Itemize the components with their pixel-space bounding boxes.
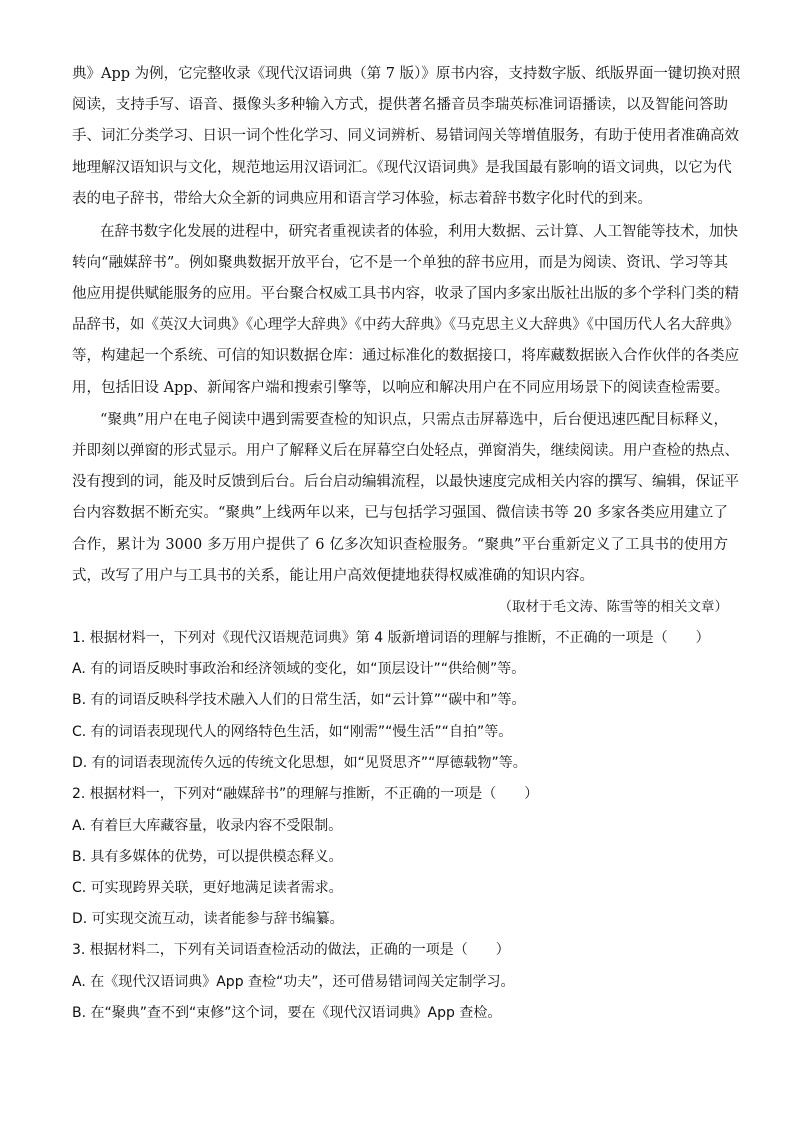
passage-line: 等，构建起一个系统、可信的知识数据仓库：通过标准化的数据接口，将库藏数据嵌入合作伙伴的各类应	[72, 348, 739, 364]
question-1: 1. 根据材料一，下列对《现代汉语规范词典》第 4 版新增词语的理解与推断，不正确的一项是（ ）	[72, 630, 710, 646]
passage-line: 转向“融媒辞书”。例如聚典数据开放平台，它不是一个单独的辞书应用，而是为阅读、资讯、学习等其	[72, 255, 728, 271]
source-citation: （取材于毛文涛、陈雪等的相关文章）	[498, 599, 728, 615]
option-1a: A. 有的词语反映时事政治和经济领域的变化，如“顶层设计”“供给侧”等。	[72, 661, 526, 677]
passage-line: 合作，累计为 3000 多万用户提供了 6 亿多次知识查检服务。“聚典”平台重新定义了工具书的使用方	[72, 537, 728, 553]
passage-line: 台内容数据不断充实。“聚典”上线两年以来，已与包括学习强国、微信读书等 20 多家各类应用建立了	[72, 505, 728, 521]
paragraph-start: “聚典”用户在电子阅读中遇到需要查检的知识点，只需点击屏幕选中，后台便迅速匹配目标释义，	[100, 412, 728, 428]
passage-line: 品辞书，如《英汉大词典》《心理学大辞典》《中药大辞典》《马克思主义大辞典》《中国历代人名大辞典》	[72, 317, 739, 333]
option-3b: B. 在“聚典”查不到“束修”这个词，要在《现代汉语词典》App 查检。	[72, 1005, 502, 1021]
option-2a: A. 有着巨大库藏容量，收录内容不受限制。	[72, 818, 343, 834]
passage-line: 手、词汇分类学习、日识一词个性化学习、同义词辨析、易错词闯关等增值服务，有助于使用者准确高效	[72, 128, 739, 144]
paragraph-start: 在辞书数字化发展的进程中，研究者重视读者的体验，利用大数据、云计算、人工智能等技术，加快	[100, 224, 738, 240]
passage-line: 没有搜到的词，能及时反馈到后台。后台启动编辑流程，以最快速度完成相关内容的撰写、编辑，保证平	[72, 474, 739, 490]
question-2: 2. 根据材料一，下列对“融媒辞书”的理解与推断，不正确的一项是（ ）	[72, 786, 539, 802]
passage-line: 典》App 为例，它完整收录《现代汉语词典（第 7 版）》原书内容，支持数字版、纸版界面一键切换对照	[72, 66, 741, 82]
passage-line: 地理解汉语知识与文化，规范地运用汉语词汇。《现代汉语词典》是我国最有影响的语文词典，以它为代	[72, 160, 732, 176]
passage-line: 并即刻以弹窗的形式显示。用户了解释义后在屏幕空白处轻点，弹窗消失，继续阅读。用户查检的热点、	[72, 443, 739, 459]
question-3: 3. 根据材料二，下列有关词语查检活动的做法，正确的一项是（ ）	[72, 942, 510, 958]
passage-line: 用，包括旧设 App、新闻客户端和搜索引擎等，以响应和解决用户在不同应用场景下的阅读查检需要。	[72, 380, 730, 396]
option-1b: B. 有的词语反映科学技术融入人们的日常生活，如“云计算”“碳中和”等。	[72, 692, 526, 708]
option-1c: C. 有的词语表现现代人的网络特色生活，如“刚需”“慢生活”“自拍”等。	[72, 724, 513, 740]
option-2b: B. 具有多媒体的优势，可以提供模态释义。	[72, 849, 343, 865]
option-1d: D. 有的词语表现流传久远的传统文化思想，如“见贤思齐”“厚德载物”等。	[72, 755, 527, 771]
option-2d: D. 可实现交流互动，读者能参与辞书编纂。	[72, 911, 344, 927]
passage-line: 式，改写了用户与工具书的关系，能让用户高效便捷地获得权威准确的知识内容。	[72, 568, 594, 584]
option-2c: C. 可实现跨界关联，更好地满足读者需求。	[72, 880, 343, 896]
passage-line: 他应用提供赋能服务的应用。平台聚合权威工具书内容，收录了国内多家出版社出版的多个学科门类的精	[72, 286, 739, 302]
option-3a: A. 在《现代汉语词典》App 查检“功夫”，还可借易错词闯关定制学习。	[72, 974, 515, 990]
passage-line: 阅读，支持手写、语音、摄像头多种输入方式，提供著名播音员李瑞英标准词语播读，以及智能问答助	[72, 97, 728, 113]
passage-line: 表的电子辞书，带给大众全新的词典应用和语言学习体验，标志着辞书数字化时代的到来。	[72, 191, 652, 207]
